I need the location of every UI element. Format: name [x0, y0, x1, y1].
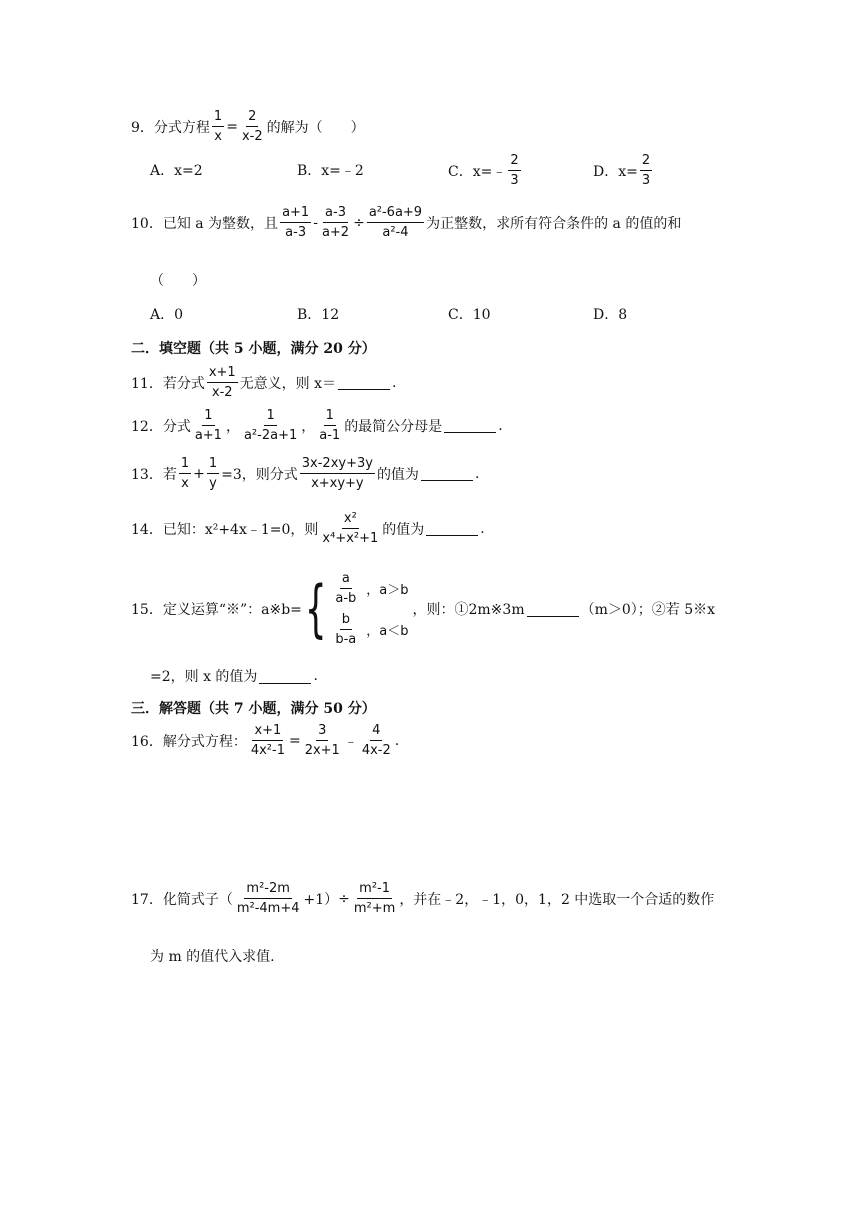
- question-15: 15．定义运算“※”：a※b= { $\frac{a}{a-b}$ ，a＞b $\frac{b}{b-a}$ ，a＜b ，则：①2m※3m （m＞0）；②若 5※x: [131, 571, 716, 647]
- q14-fraction: $\frac{\text{x²}}{\text{x⁴+x²+1}}$: [322, 511, 379, 546]
- q17-line-2: 为 m 的值代入求值.: [150, 949, 275, 965]
- q16-fraction-3: $\frac{4}{4x-2}$: [361, 723, 391, 758]
- question-12: 12．分式 $\frac{1}{a+1}$ ， $\frac{1}{\text{a²-2a+1}}$ ， $\frac{1}{a-1}$ 的最简公分母是 .: [131, 408, 503, 443]
- q10-fraction-1: $\frac{a+1}{a-3}$: [282, 205, 310, 240]
- section-3-heading: 三．解答题（共 7 小题，满分 50 分）: [131, 701, 376, 717]
- q10-fraction-2: $\frac{a-3}{a+2}$: [321, 205, 350, 240]
- q10-fraction-3: $\frac{\text{a²-6a+9}}{\text{a²-4}}$: [368, 205, 423, 240]
- q11-fraction: $\frac{x+1}{x-2}$: [208, 365, 236, 400]
- section-2-heading: 二．填空题（共 5 小题，满分 20 分）: [131, 341, 376, 357]
- q12-fraction-2: $\frac{1}{\text{a²-2a+1}}$: [243, 408, 298, 443]
- case-2: $\frac{b}{b-a}$ ，a＜b: [335, 612, 409, 647]
- q10-suffix: 为正整数，求所有符合条件的 a 的值的和: [426, 215, 682, 232]
- question-10: 10．已知 a 为整数，且 $\frac{a+1}{a-3}$ - $\frac{a-3}{a+2}$ ÷ $\frac{\text{a²-6a+9}}{\text{a²-4}}$ 为正整数，求所有符合条件的 a 的值的和: [131, 205, 682, 240]
- q9-option-c: C．x=﹣ $\frac{2}{3}$: [448, 153, 519, 188]
- q10-option-c: C．10: [448, 307, 491, 323]
- q9-option-a: A．x=2: [150, 163, 203, 179]
- q13-fraction-1: $\frac{1}{x}$: [180, 456, 190, 491]
- q13-fraction-2: $\frac{1}{y}$: [208, 456, 218, 491]
- question-9: [131, 108, 365, 145]
- q12-answer-blank: [444, 418, 496, 433]
- q10-paren: （ ）: [150, 273, 206, 289]
- q13-fraction-3: $\frac{3x-2xy+3y}{x+xy+y}$: [301, 456, 373, 491]
- q9-prefix: 9．分式方程: [131, 119, 210, 136]
- q10-prefix: 10．已知 a 为整数，且: [131, 215, 279, 232]
- q9-suffix: 的解为（ ）: [266, 119, 365, 136]
- case-1: $\frac{a}{a-b}$ ，a＞b: [335, 571, 409, 606]
- question-13: 13．若 $\frac{1}{x}$ + $\frac{1}{y}$ =3，则分式 $\frac{3x-2xy+3y}{x+xy+y}$ 的值为 .: [131, 456, 480, 491]
- q17-fraction-1: $\frac{\text{m²-2m}}{\text{m²-4m+4}}$: [236, 881, 300, 916]
- q16-fraction-2: $\frac{3}{2x+1}$: [304, 723, 340, 758]
- question-17: 17．化简式子（ $\frac{\text{m²-2m}}{\text{m²-4m+4}}$ +1） ÷ $\frac{\text{m²-1}}{\text{m²+m}}$ ，并在﹣2，﹣1，0，1，2 中选取一个合适的数作: [131, 881, 715, 916]
- q13-answer-blank: [421, 466, 473, 481]
- q9-option-d: D．x= $\frac{2}{3}$: [593, 153, 651, 188]
- q15-answer-blank-2: [259, 669, 311, 684]
- q15-line-2: =2，则 x 的值为 .: [150, 668, 318, 685]
- q9-option-b: B．x=﹣2: [297, 163, 364, 179]
- piecewise-cases: [331, 570, 408, 648]
- q10-option-b: B．12: [297, 307, 340, 323]
- q11-answer-blank: [338, 375, 390, 390]
- q12-fraction-1: $\frac{1}{a+1}$: [194, 408, 222, 443]
- q9-fraction-1: $\frac{1}{x}$: [213, 109, 223, 144]
- q15-answer-blank-1: [527, 602, 579, 617]
- question-14: 14．已知：x²+4x﹣1=0，则 $\frac{\text{x²}}{\text{x⁴+x²+1}}$ 的值为 .: [131, 511, 485, 546]
- piecewise-brace: {: [304, 572, 327, 645]
- q17-fraction-2: $\frac{\text{m²-1}}{\text{m²+m}}$: [353, 881, 396, 916]
- q9-fraction-2: $\frac{2}{x-2}$: [241, 109, 263, 144]
- question-16: 16．解分式方程： $\frac{x+1}{\text{4x²-1}}$ = $\frac{3}{2x+1}$ ﹣ $\frac{4}{4x-2}$ .: [131, 723, 400, 758]
- q10-option-d: D．8: [593, 307, 628, 323]
- q16-fraction-1: $\frac{x+1}{\text{4x²-1}}$: [250, 723, 285, 758]
- question-11: 11．若分式 $\frac{x+1}{x-2}$ 无意义，则 x＝ .: [131, 365, 397, 400]
- q12-fraction-3: $\frac{1}{a-1}$: [319, 408, 341, 443]
- q9-equals: =: [226, 118, 238, 135]
- q14-answer-blank: [426, 521, 478, 536]
- q10-option-a: A．0: [150, 307, 184, 323]
